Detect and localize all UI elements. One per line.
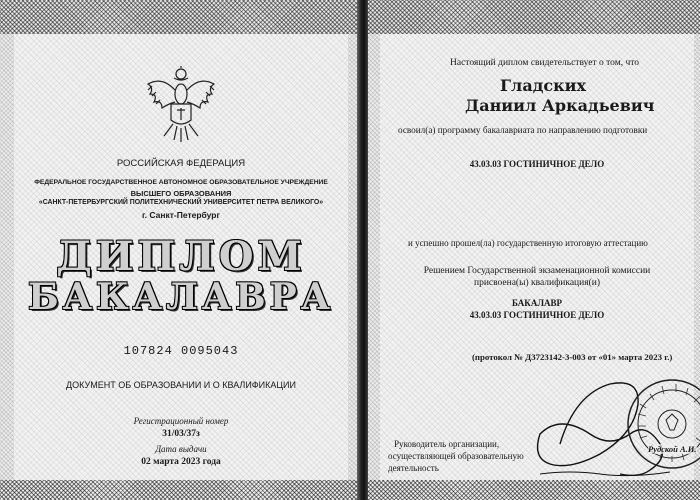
mastered-program-text: освоил(а) программу бакалавриата по направлению подготовки [398,125,648,135]
cover-page-body [14,34,348,480]
graduate-surname: Гладских [500,76,587,95]
registration-number-label: Регистрационный номер [133,416,229,426]
issue-date-label: Дата выдачи [155,444,207,454]
head-title-line-2: осуществляющей образовательную [388,451,524,461]
serial-number: 107824 0095043 [123,344,239,358]
commission-decision-line-1: Решением Государственной экзаменационной комиссии [423,266,651,276]
program-name: 43.03.03 ГОСТИНИЧНОЕ ДЕЛО [469,159,605,169]
official-seal-stamp [626,374,700,474]
ornamental-border-bottom [0,480,360,500]
qualification-line-1: БАКАЛАВР [511,298,563,308]
document-type: ДОКУМЕНТ ОБ ОБРАЗОВАНИИ И О КВАЛИФИКАЦИИ [66,380,296,390]
content-page-body [380,34,697,480]
commission-decision-line-2: присвоена(ы) квалификация(и) [473,278,600,288]
graduate-name: Даниил Аркадьевич [465,96,655,115]
institution-line-2: ВЫСШЕГО ОБРАЗОВАНИЯ [130,189,232,198]
head-signature-name: Рудской А.И. [648,444,697,454]
institution-line-1: ФЕДЕРАЛЬНОЕ ГОСУДАРСТВЕННОЕ АВТОНОМНОЕ ОБРАЗОВАТЕЛЬНОЕ УЧРЕЖДЕНИЕ [34,179,328,186]
qualification-line-2: 43.03.03 ГОСТИНИЧНОЕ ДЕЛО [469,310,605,320]
issue-date: 02 марта 2023 года [141,457,221,467]
ornamental-border-top-right [368,0,700,34]
country-name: РОССИЙСКАЯ ФЕДЕРАЦИЯ [116,158,246,169]
intro-text: Настоящий диплом свидетельствует о том, что [450,58,640,68]
institution-line-3: «САНКТ-ПЕТЕРБУРГСКИЙ ПОЛИТЕХНИЧЕСКИЙ УНИВЕРСИТЕТ ПЕТРА ВЕЛИКОГО» [38,199,324,206]
passed-attestation-text: и успешно прошел(ла) государственную итоговую аттестацию [408,238,648,248]
head-title-line-3: деятельность [388,463,439,473]
protocol-reference: (протокол № Д3723142-3-003 от «01» марта 2023 г.) [472,352,673,362]
diploma-title-line-1: ДИПЛОМ [56,233,306,280]
head-title-line-1: Руководитель организации, [394,439,500,449]
institution-city: г. Санкт-Петербург [141,210,221,220]
registration-number: 31/03/37з [162,429,200,439]
diploma-title-line-2: БАКАЛАВРА [27,276,335,318]
diploma-content-page [368,0,700,500]
russian-coat-of-arms-icon [144,66,218,144]
ornamental-border-top [0,0,360,34]
